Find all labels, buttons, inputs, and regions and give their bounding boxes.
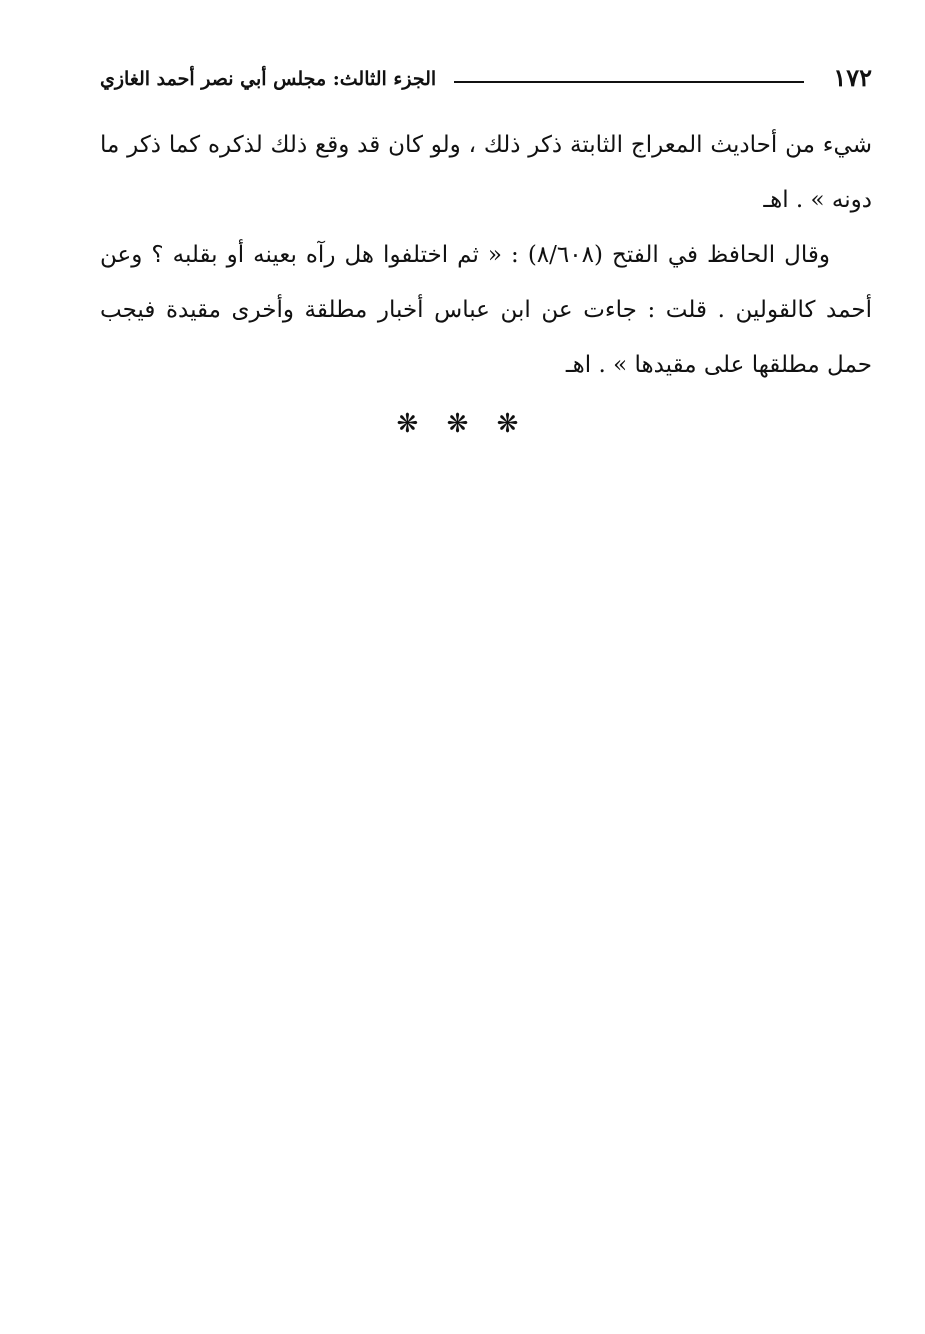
paragraph-continuation: شيء من أحاديث المعراج الثابتة ذكر ذلك ، ولو كان قد وقع ذلك لذكره كما ذكر ما دونه » . اهـ — [100, 132, 872, 213]
running-title: الجزء الثالث: مجلس أبي نصر أحمد الغازي — [100, 68, 437, 90]
section-ornament: ❋ ❋ ❋ — [396, 409, 529, 439]
paragraph-hafiz-quote: وقال الحافظ في الفتح (٨/٦٠٨) : « ثم اختلفوا هل رآه بعينه أو بقلبه ؟ وعن أحمد كالقولين . قلت : جاءت عن ابن عباس أخبار مطلقة وأخرى مقيدة فيجب حمل مطلقها على مقيدها » . اهـ — [100, 242, 872, 378]
page-number: ١٧٢ — [833, 63, 872, 92]
page-header — [100, 62, 872, 102]
header-rule — [454, 81, 804, 83]
body-text — [100, 118, 872, 393]
